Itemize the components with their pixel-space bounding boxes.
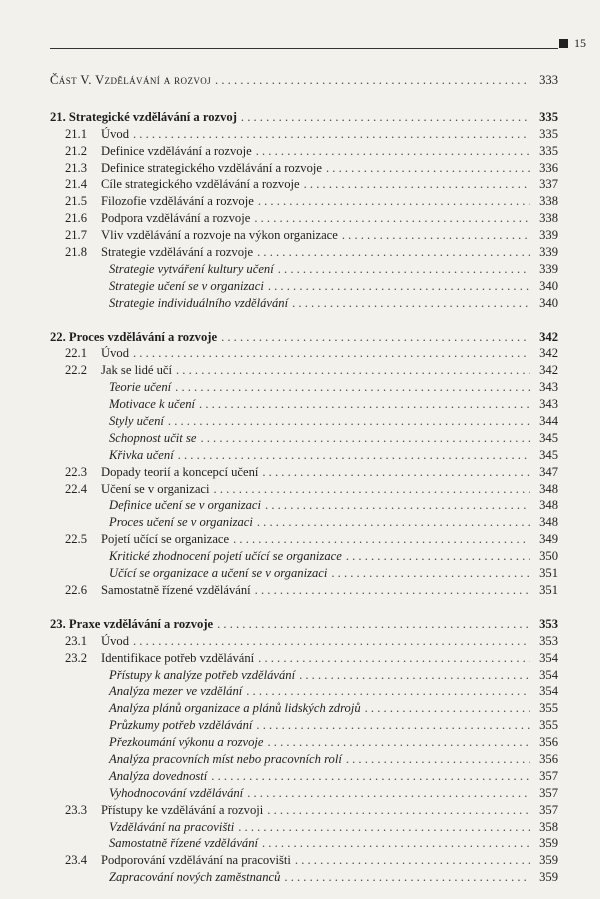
chapter-heading[interactable] (50, 329, 558, 346)
toc-subentry[interactable] (50, 683, 558, 700)
page-number (559, 36, 586, 51)
page-number-text: 15 (574, 36, 586, 50)
entry-page: 335 (539, 143, 558, 158)
entry-page: 335 (539, 126, 558, 141)
entry-number: 22.3 (64, 464, 87, 479)
entry-page: 359 (539, 836, 558, 851)
dot-leader (221, 329, 530, 346)
entry-title: Jak se lidé učí (101, 363, 172, 378)
entry-page: 339 (539, 228, 558, 243)
entry-page: 356 (539, 735, 558, 750)
toc-subentry[interactable] (50, 295, 558, 312)
entry-number: 23.3 (64, 802, 87, 817)
entry-page: 348 (539, 498, 558, 513)
dot-leader (175, 379, 530, 396)
dot-leader (246, 683, 530, 700)
toc-entry[interactable] (50, 227, 558, 244)
square-bullet-icon (559, 39, 568, 48)
dot-leader (257, 514, 530, 531)
section-gap (50, 89, 558, 109)
entry-number: 21.8 (64, 245, 87, 260)
dot-leader (265, 497, 530, 514)
dot-leader (178, 447, 530, 464)
dot-leader (257, 244, 530, 261)
entry-number: 21.7 (64, 228, 87, 243)
toc-subentry[interactable] (50, 430, 558, 447)
entry-title: Teorie učení (109, 380, 172, 395)
dot-leader (247, 785, 530, 802)
entry-title: Křivka učení (109, 447, 174, 462)
dot-leader (295, 852, 530, 869)
dot-leader (278, 261, 530, 278)
entry-page: 347 (539, 464, 558, 479)
entry-title: Strategie učení se v organizaci (109, 278, 264, 293)
entry-page: 338 (539, 211, 558, 226)
entry-page: 349 (539, 532, 558, 547)
entry-title: Pojetí učící se organizace (101, 532, 230, 547)
entry-number: 23.2 (64, 650, 87, 665)
table-of-contents (50, 72, 558, 886)
part-title: Část V. Vzdělávání a rozvoj (50, 73, 212, 87)
entry-title: Analýza mezer ve vzdělání (109, 684, 243, 699)
entry-page: 359 (539, 853, 558, 868)
entry-title: Samostatně řízené vzdělávání (109, 836, 258, 851)
entry-page: 340 (539, 295, 558, 310)
toc-entry[interactable] (50, 362, 558, 379)
dot-leader (258, 193, 530, 210)
entry-title: Definice učení se v organizaci (109, 498, 262, 513)
dot-leader (238, 819, 530, 836)
entry-title: Analýza dovedností (109, 768, 208, 783)
chapter-title: 23. Praxe vzdělávání a rozvoje (50, 616, 214, 631)
dot-leader (215, 72, 530, 89)
dot-leader (292, 295, 530, 312)
entry-page: 342 (539, 346, 558, 361)
entry-title: Vyhodnocování vzdělávání (109, 785, 244, 800)
entry-title: Motivace k učení (109, 397, 196, 412)
entry-title: Úvod (101, 633, 129, 648)
toc-subentry[interactable] (50, 447, 558, 464)
toc-subentry[interactable] (50, 717, 558, 734)
toc-subentry[interactable] (50, 278, 558, 295)
entry-page: 354 (539, 667, 558, 682)
entry-title: Průzkumy potřeb vzdělávání (109, 718, 253, 733)
entry-page: 338 (539, 194, 558, 209)
entry-page: 343 (539, 397, 558, 412)
toc-subentry[interactable] (50, 751, 558, 768)
entry-title: Strategie individuálního vzdělávání (109, 295, 289, 310)
chapter-title: 21. Strategické vzdělávání a rozvoj (50, 109, 237, 124)
entry-title: Strategie vytváření kultury učení (109, 261, 274, 276)
dot-leader (256, 717, 530, 734)
toc-subentry[interactable] (50, 413, 558, 430)
toc-entry[interactable] (50, 126, 558, 143)
entry-page: 353 (539, 633, 558, 648)
entry-title: Přezkoumání výkonu a rozvoje (109, 735, 264, 750)
entry-number: 21.5 (64, 194, 87, 209)
dot-leader (200, 430, 530, 447)
part-page: 333 (539, 73, 558, 87)
entry-page: 358 (539, 819, 558, 834)
dot-leader (299, 667, 530, 684)
entry-page: 348 (539, 515, 558, 530)
entry-number: 22.4 (64, 481, 87, 496)
entry-title: Učení se v organizaci (101, 481, 210, 496)
entry-page: 351 (539, 582, 558, 597)
dot-leader (254, 210, 530, 227)
toc-subentry[interactable] (50, 700, 558, 717)
entry-title: Podporování vzdělávání na pracovišti (101, 853, 291, 868)
entry-number: 21.1 (64, 126, 87, 141)
dot-leader (256, 143, 530, 160)
header-rule (50, 48, 558, 49)
dot-leader (168, 413, 530, 430)
toc-entry[interactable] (50, 176, 558, 193)
section-gap (50, 599, 558, 616)
dot-leader (211, 768, 530, 785)
dot-leader (342, 227, 530, 244)
toc-entry[interactable] (50, 633, 558, 650)
toc-subentry[interactable] (50, 869, 558, 886)
toc-subentry[interactable] (50, 819, 558, 836)
section-gap (50, 312, 558, 329)
toc-entry[interactable] (50, 464, 558, 481)
dot-leader (346, 751, 530, 768)
toc-subentry[interactable] (50, 565, 558, 582)
dot-leader (133, 633, 530, 650)
dot-leader (304, 176, 530, 193)
entry-number: 21.4 (64, 177, 87, 192)
toc-entry[interactable] (50, 345, 558, 362)
entry-page: 339 (539, 245, 558, 260)
entry-page: 336 (539, 160, 558, 175)
toc-entry[interactable] (50, 193, 558, 210)
entry-title: Analýza pracovních míst nebo pracovních rolí (109, 751, 342, 766)
entry-page: 344 (539, 414, 558, 429)
entry-title: Přístupy ke vzdělávání a rozvoji (101, 802, 264, 817)
toc-entry[interactable] (50, 531, 558, 548)
chapter-page: 342 (539, 329, 558, 344)
entry-page: 355 (539, 701, 558, 716)
toc-subentry[interactable] (50, 261, 558, 278)
entry-title: Přístupy k analýze potřeb vzdělávání (109, 667, 296, 682)
toc-subentry[interactable] (50, 667, 558, 684)
entry-number: 21.2 (64, 143, 87, 158)
dot-leader (262, 835, 530, 852)
entry-page: 355 (539, 718, 558, 733)
dot-leader (214, 481, 530, 498)
dot-leader (331, 565, 530, 582)
dot-leader (346, 548, 530, 565)
dot-leader (255, 582, 530, 599)
part-heading[interactable] (50, 72, 558, 89)
entry-page: 339 (539, 261, 558, 276)
entry-title: Filozofie vzdělávání a rozvoje (101, 194, 254, 209)
toc-subentry[interactable] (50, 396, 558, 413)
toc-entry[interactable] (50, 852, 558, 869)
dot-leader (199, 396, 530, 413)
entry-page: 337 (539, 177, 558, 192)
toc-subentry[interactable] (50, 379, 558, 396)
entry-title: Kritické zhodnocení pojetí učící se organizace (109, 549, 342, 564)
entry-title: Cíle strategického vzdělávání a rozvoje (101, 177, 300, 192)
chapter-page: 353 (539, 616, 558, 631)
dot-leader (365, 700, 530, 717)
entry-page: 345 (539, 447, 558, 462)
entry-title: Učící se organizace a učení se v organizaci (109, 566, 328, 581)
toc-entry[interactable] (50, 210, 558, 227)
entry-page: 356 (539, 751, 558, 766)
toc-subentry[interactable] (50, 835, 558, 852)
dot-leader (258, 650, 530, 667)
entry-title: Definice strategického vzdělávání a rozvoje (101, 160, 322, 175)
entry-title: Vliv vzdělávání a rozvoje na výkon organizace (101, 228, 338, 243)
entry-title: Zapracování nových zaměstnanců (109, 870, 281, 885)
entry-title: Strategie vzdělávání a rozvoje (101, 245, 254, 260)
entry-title: Analýza plánů organizace a plánů lidských zdrojů (109, 701, 361, 716)
entry-title: Schopnost učit se (109, 430, 197, 445)
entry-page: 357 (539, 802, 558, 817)
entry-number: 22.1 (64, 346, 87, 361)
dot-leader (217, 616, 530, 633)
chapter-page: 335 (539, 109, 558, 124)
entry-page: 354 (539, 650, 558, 665)
entry-page: 340 (539, 278, 558, 293)
entry-number: 21.6 (64, 211, 87, 226)
toc-subentry[interactable] (50, 497, 558, 514)
toc-entry[interactable] (50, 481, 558, 498)
toc-entry[interactable] (50, 650, 558, 667)
entry-page: 357 (539, 785, 558, 800)
entry-number: 23.4 (64, 853, 87, 868)
entry-title: Identifikace potřeb vzdělávání (101, 650, 255, 665)
dot-leader (284, 869, 530, 886)
toc-subentry[interactable] (50, 548, 558, 565)
toc-subentry[interactable] (50, 768, 558, 785)
entry-title: Úvod (101, 126, 129, 141)
entry-number: 23.1 (64, 633, 87, 648)
entry-page: 342 (539, 363, 558, 378)
entry-page: 348 (539, 481, 558, 496)
toc-subentry[interactable] (50, 514, 558, 531)
dot-leader (233, 531, 530, 548)
entry-title: Vzdělávání na pracovišti (109, 819, 235, 834)
toc-entry[interactable] (50, 582, 558, 599)
entry-page: 359 (539, 870, 558, 885)
toc-subentry[interactable] (50, 734, 558, 751)
dot-leader (267, 734, 530, 751)
chapter-title: 22. Proces vzdělávání a rozvoje (50, 329, 218, 344)
entry-page: 351 (539, 566, 558, 581)
entry-page: 350 (539, 549, 558, 564)
entry-title: Úvod (101, 346, 129, 361)
dot-leader (326, 160, 530, 177)
entry-title: Proces učení se v organizaci (109, 515, 253, 530)
dot-leader (241, 109, 530, 126)
entry-number: 22.5 (64, 532, 87, 547)
entry-page: 357 (539, 768, 558, 783)
toc-entry[interactable] (50, 143, 558, 160)
entry-title: Definice vzdělávání a rozvoje (101, 143, 252, 158)
dot-leader (267, 802, 530, 819)
entry-page: 343 (539, 380, 558, 395)
entry-page: 345 (539, 430, 558, 445)
entry-number: 22.6 (64, 582, 87, 597)
toc-entry[interactable] (50, 802, 558, 819)
entry-number: 22.2 (64, 363, 87, 378)
dot-leader (268, 278, 530, 295)
entry-page: 354 (539, 684, 558, 699)
dot-leader (133, 345, 530, 362)
dot-leader (176, 362, 530, 379)
entry-title: Styly učení (109, 414, 164, 429)
dot-leader (133, 126, 530, 143)
entry-title: Samostatně řízené vzdělávání (101, 582, 251, 597)
dot-leader (262, 464, 530, 481)
chapter-heading[interactable] (50, 109, 558, 126)
toc-entry[interactable] (50, 244, 558, 261)
toc-subentry[interactable] (50, 785, 558, 802)
entry-number: 21.3 (64, 160, 87, 175)
entry-title: Podpora vzdělávání a rozvoje (101, 211, 251, 226)
entry-title: Dopady teorií a koncepcí učení (101, 464, 259, 479)
toc-entry[interactable] (50, 160, 558, 177)
chapter-heading[interactable] (50, 616, 558, 633)
